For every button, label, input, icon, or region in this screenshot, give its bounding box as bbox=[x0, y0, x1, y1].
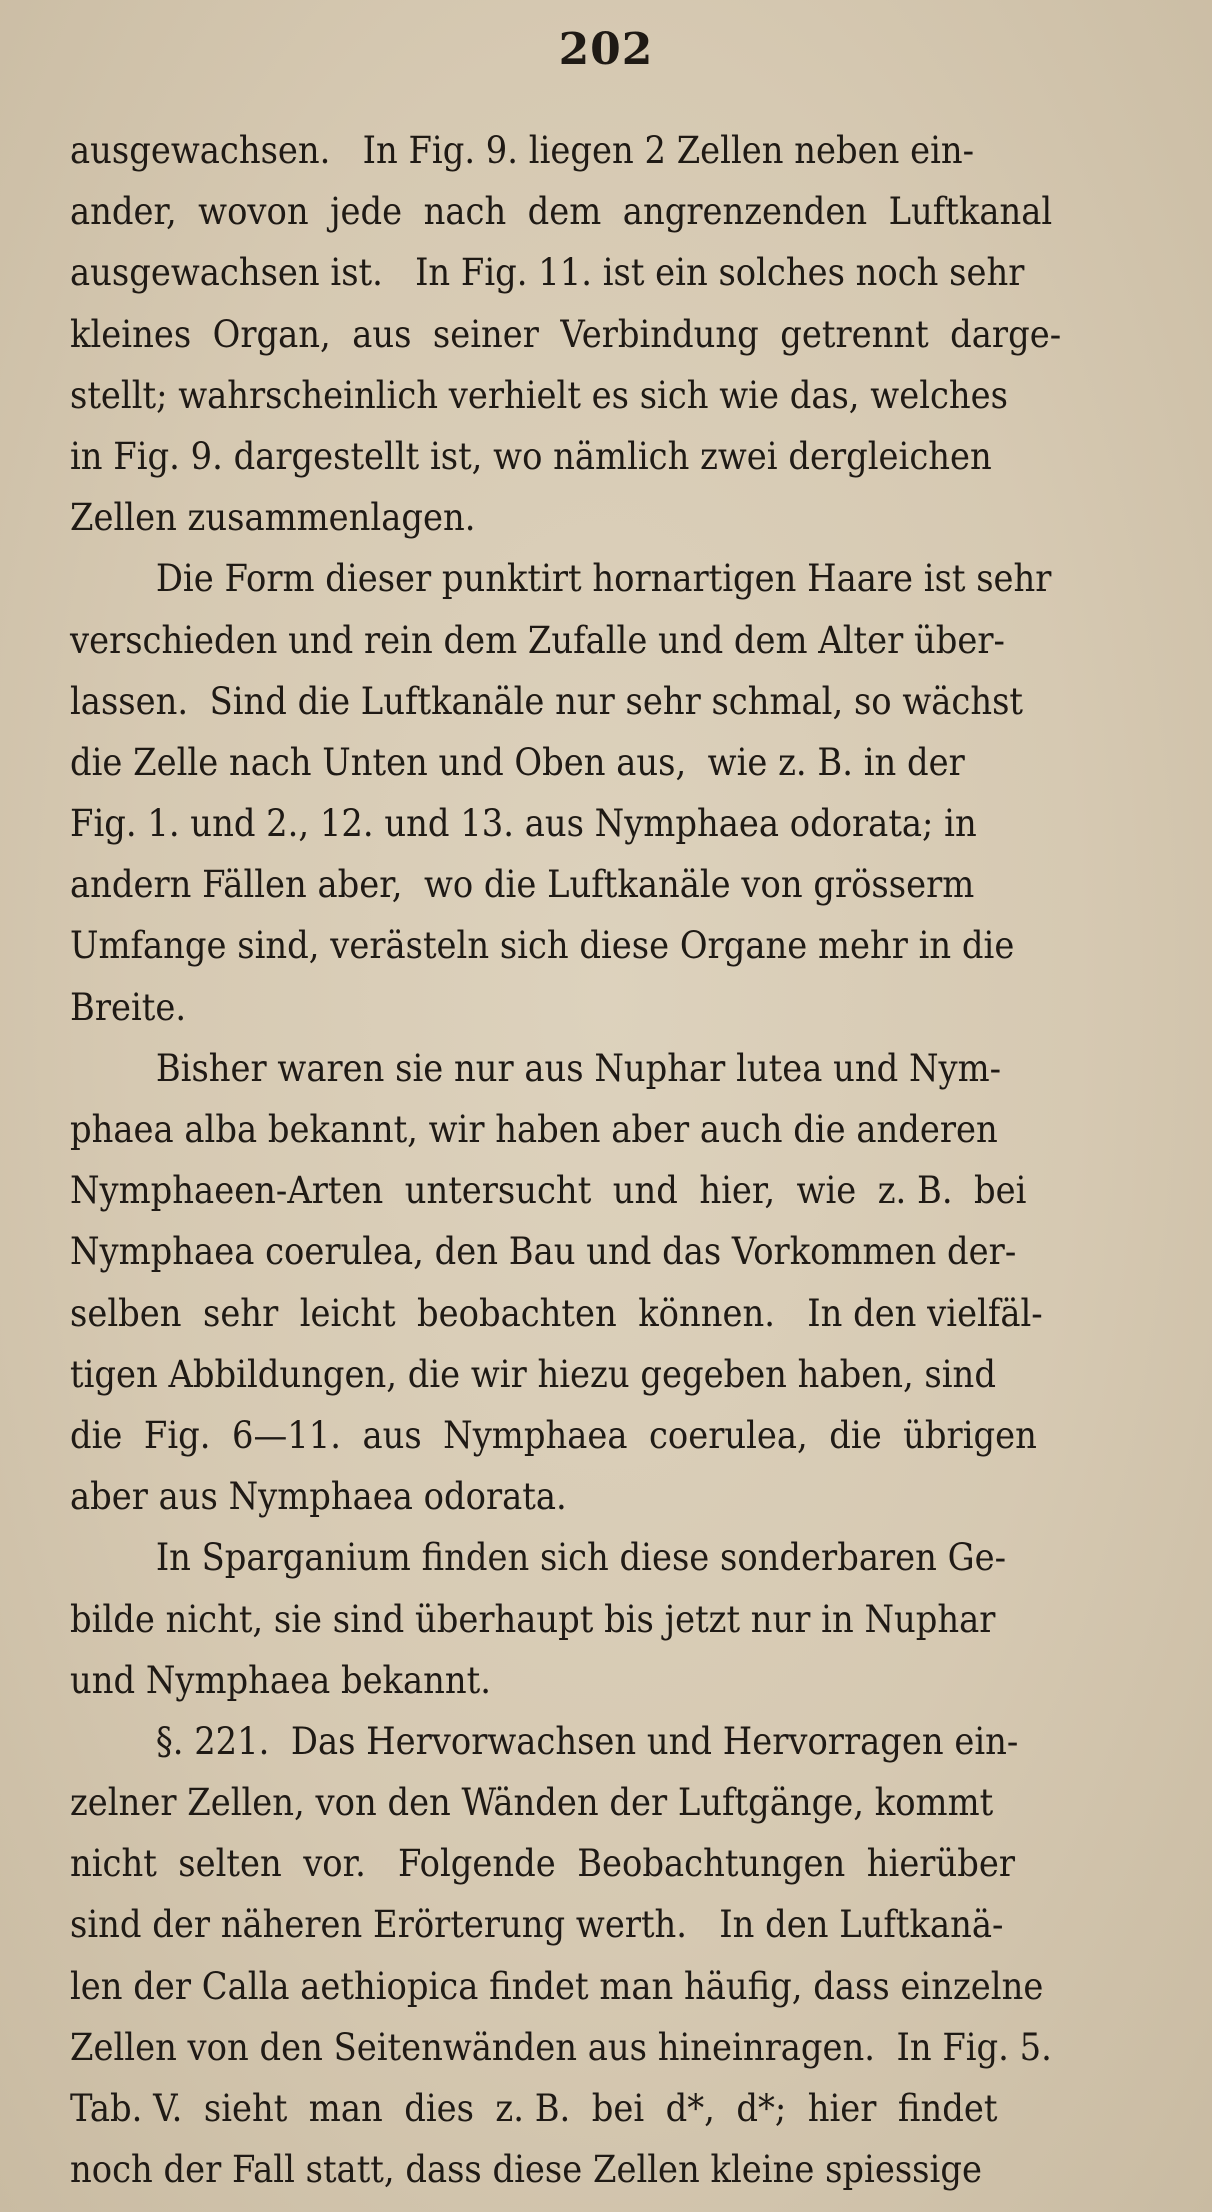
text-line: Nymphaeen-Arten untersucht und hier, wie z. B. bei bbox=[70, 1169, 1027, 1213]
text-line: verschieden und rein dem Zufalle und dem Alter über- bbox=[70, 618, 1005, 662]
text-line: Breite. bbox=[70, 985, 187, 1029]
text-line: aber aus Nymphaea odorata. bbox=[70, 1475, 567, 1519]
text-line: Umfange sind, verästeln sich diese Organe mehr in die bbox=[70, 924, 1015, 968]
text-line: die Zelle nach Unten und Oben aus, wie z. B. in der bbox=[70, 740, 965, 784]
text-line: Die Form dieser punktirt hornartigen Haare ist sehr bbox=[155, 557, 1052, 601]
text-line: selben sehr leicht beobachten können. In den vielfäl- bbox=[70, 1291, 1043, 1335]
text-line: stellt; wahrscheinlich verhielt es sich wie das, welches bbox=[70, 373, 1009, 417]
text-line: Bisher waren sie nur aus Nuphar lutea und Nym- bbox=[155, 1046, 1002, 1090]
text-line: len der Calla aethiopica findet man häufig, dass einzelne bbox=[70, 1964, 1044, 2008]
text-line: Fig. 1. und 2., 12. und 13. aus Nymphaea odorata; in bbox=[70, 802, 977, 846]
text-line: noch der Fall statt, dass diese Zellen kleine spiessige bbox=[70, 2148, 982, 2192]
text-line: und Nymphaea bekannt. bbox=[70, 1658, 491, 1702]
text-line: ausgewachsen ist. In Fig. 11. ist ein solches noch sehr bbox=[70, 251, 1025, 295]
text-line: die Fig. 6—11. aus Nymphaea coerulea, die übrigen bbox=[70, 1413, 1037, 1457]
text-line: in Fig. 9. dargestellt ist, wo nämlich zwei dergleichen bbox=[70, 434, 992, 478]
text-line: Tab. V. sieht man dies z. B. bei d*, d*; hier findet bbox=[70, 2087, 998, 2130]
page-number: 202 bbox=[558, 24, 654, 75]
text-line: Nymphaea coerulea, den Bau und das Vorkommen der- bbox=[70, 1230, 1017, 1274]
body-text bbox=[70, 120, 1190, 2200]
text-line: Zellen von den Seitenwänden aus hineinragen. In Fig. 5. bbox=[70, 2025, 1052, 2069]
text-line: andern Fällen aber, wo die Luftkanäle von grösserm bbox=[70, 863, 975, 907]
text-line: Zellen zusammenlagen. bbox=[70, 496, 476, 540]
text-line: bilde nicht, sie sind überhaupt bis jetzt nur in Nuphar bbox=[70, 1597, 996, 1641]
text-line: phaea alba bekannt, wir haben aber auch die anderen bbox=[70, 1108, 998, 1151]
text-line: kleines Organ, aus seiner Verbindung getrennt darge- bbox=[70, 312, 1062, 356]
text-line: nicht selten vor. Folgende Beobachtungen hierüber bbox=[70, 1842, 1015, 1886]
text-line: §. 221. Das Hervorwachsen und Hervorragen ein- bbox=[155, 1719, 1019, 1763]
text-line: In Sparganium finden sich diese sonderbaren Ge- bbox=[155, 1536, 1006, 1580]
text-line: tigen Abbildungen, die wir hiezu gegeben haben, sind bbox=[70, 1352, 996, 1396]
text-line: zelner Zellen, von den Wänden der Luftgänge, kommt bbox=[70, 1781, 994, 1825]
text-line: sind der näheren Erörterung werth. In den Luftkanä- bbox=[70, 1903, 1004, 1947]
text-line: ausgewachsen. In Fig. 9. liegen 2 Zellen neben ein- bbox=[70, 129, 975, 172]
text-line: ander, wovon jede nach dem angrenzenden Luftkanal bbox=[70, 190, 1053, 234]
text-line: lassen. Sind die Luftkanäle nur sehr schmal, so wächst bbox=[70, 679, 1024, 723]
